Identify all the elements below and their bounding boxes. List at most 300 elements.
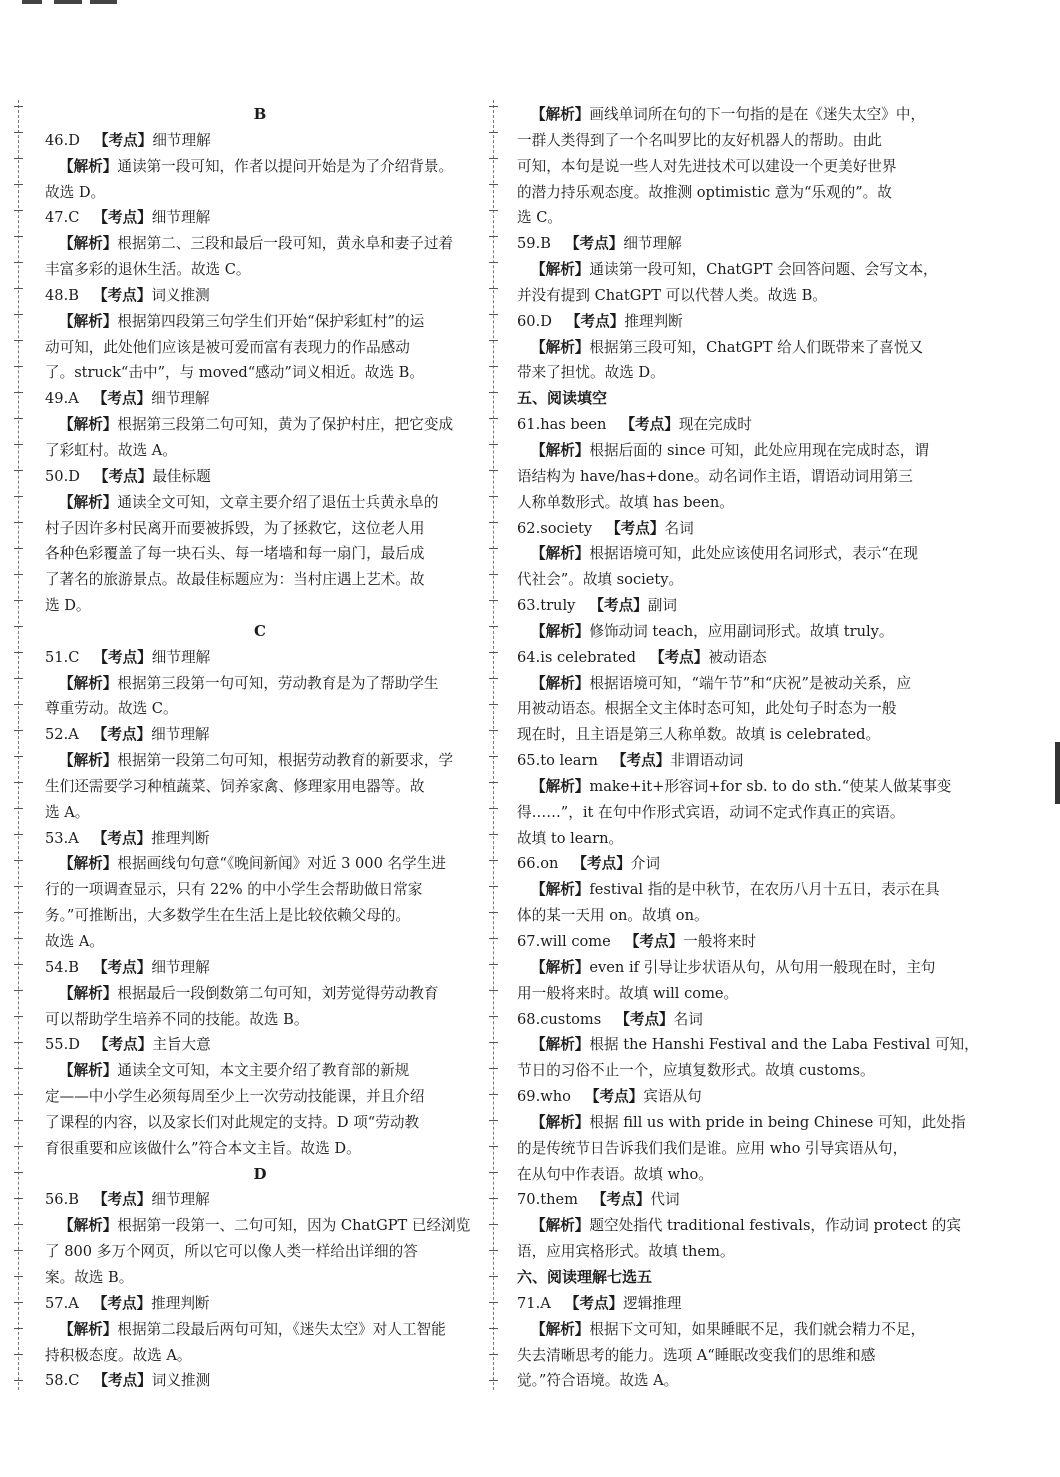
- cut-line-tick: [489, 106, 498, 107]
- explanation-continuation: 体的某一天用 on。故填 on。: [517, 907, 709, 925]
- cut-line-tick: [14, 210, 23, 211]
- explanation-text: 题空处指代 traditional festivals，作动词 protect 的宾: [589, 1217, 961, 1235]
- answer-item: [517, 231, 947, 257]
- jiexi-label: 【解析】: [531, 622, 590, 640]
- explanation-line: [45, 490, 475, 516]
- explanation-continuation: 选 A。: [45, 803, 90, 821]
- kaodian-label: 【考点】: [92, 390, 152, 408]
- part-heading: 五、阅读填空: [517, 389, 608, 408]
- answer-number: 61.has been: [517, 416, 607, 434]
- cut-line-tick: [489, 860, 498, 861]
- cut-line-tick: [489, 1198, 498, 1199]
- answer-item: [45, 386, 475, 412]
- cut-line-tick: [14, 678, 23, 679]
- cut-line-tick: [14, 1146, 23, 1147]
- section-letter: B: [253, 105, 267, 123]
- cut-line-tick: [489, 548, 498, 549]
- kaodian-topic: 细节理解: [152, 131, 211, 149]
- jiexi-label: 【解析】: [531, 1036, 590, 1054]
- explanation-text: 根据第三段第一句可知，劳动教育是为了帮助学生: [117, 674, 439, 692]
- explanation-line: [517, 955, 947, 981]
- jiexi-label: 【解析】: [531, 958, 590, 976]
- cut-line-tick: [14, 418, 23, 419]
- jiexi-label: 【解析】: [531, 1113, 590, 1131]
- explanation-continuation: 育很重要和应该做什么”符合本文主旨。故选 D。: [45, 1139, 361, 1157]
- cut-line-tick: [489, 756, 498, 757]
- cut-line-tick: [489, 392, 498, 393]
- explanation-text: 修饰动词 teach，应用副词形式。故填 truly。: [589, 622, 894, 640]
- answer-item: [45, 1187, 475, 1213]
- section-letter: C: [254, 621, 266, 640]
- explanation-text: make+it+形容词+for sb. to do sth.“使某人做某事变: [589, 777, 952, 795]
- cut-line-tick: [14, 574, 23, 575]
- explanation-line: [517, 541, 947, 567]
- cut-line-tick: [14, 1172, 23, 1173]
- explanation-line: [45, 154, 475, 180]
- cut-line-tick: [489, 1016, 498, 1017]
- explanation-continuation: 的是传统节日告诉我们我们是谁。应用 who 引导宾语从句，: [517, 1139, 908, 1157]
- cut-line-tick: [14, 1224, 23, 1225]
- explanation-line: [517, 335, 947, 361]
- explanation-line: [517, 877, 947, 903]
- answer-column-right: [517, 102, 979, 1394]
- answer-item: [45, 128, 475, 154]
- jiexi-label: 【解析】: [59, 493, 118, 511]
- explanation-line: [45, 748, 475, 774]
- explanation-line: [517, 1110, 966, 1136]
- kaodian-label: 【考点】: [93, 648, 152, 666]
- explanation-line: [517, 619, 947, 645]
- cut-line-tick: [489, 1042, 498, 1043]
- cut-line-tick: [14, 366, 23, 367]
- cut-line-tick: [489, 522, 498, 523]
- kaodian-label: 【考点】: [92, 726, 152, 744]
- answer-item: [45, 464, 475, 490]
- cut-line-tick: [14, 1068, 23, 1069]
- answer-number: 51.C: [45, 648, 80, 666]
- answer-number: 52.A: [45, 726, 79, 744]
- cut-line-tick: [489, 470, 498, 471]
- explanation-continuation: 并没有提到 ChatGPT 可以代替人类。故选 B。: [517, 286, 827, 304]
- kaodian-label: 【考点】: [615, 1010, 674, 1028]
- answer-item: [45, 205, 475, 231]
- cut-line-tick: [14, 1250, 23, 1251]
- explanation-line: [517, 102, 947, 128]
- answer-item: [517, 1291, 947, 1317]
- kaodian-topic: 逻辑推理: [623, 1294, 682, 1312]
- explanation-continuation: 选 D。: [45, 597, 91, 615]
- answer-item: [45, 1032, 475, 1058]
- explanation-line: [45, 1213, 475, 1239]
- jiexi-label: 【解析】: [59, 1062, 118, 1080]
- cut-line-tick: [14, 704, 23, 705]
- answer-number: 66.on: [517, 855, 559, 873]
- explanation-continuation: 了。struck“击中”，与 moved“感动”词义相近。故选 B。: [45, 364, 424, 382]
- kaodian-topic: 名词: [673, 1010, 703, 1028]
- kaodian-topic: 推理判断: [151, 829, 210, 847]
- cut-line-tick: [489, 574, 498, 575]
- explanation-continuation: 故选 D。: [45, 183, 106, 201]
- page-edge-tab: [1055, 742, 1060, 804]
- explanation-continuation: 了 800 多万个网页，所以它可以像人类一样给出详细的答: [45, 1243, 418, 1261]
- kaodian-label: 【考点】: [92, 1294, 152, 1312]
- kaodian-label: 【考点】: [93, 467, 153, 485]
- answer-item: [517, 645, 947, 671]
- answer-item: [45, 955, 475, 981]
- kaodian-topic: 主旨大意: [152, 1036, 211, 1054]
- cut-line-tick: [14, 1328, 23, 1329]
- kaodian-topic: 副词: [647, 597, 677, 615]
- answer-number: 71.A: [517, 1294, 551, 1312]
- cut-line-tick: [14, 1198, 23, 1199]
- explanation-text: 根据下文可知，如果睡眠不足，我们就会精力不足，: [589, 1320, 926, 1338]
- answer-number: 60.D: [517, 312, 552, 330]
- cut-line-tick: [14, 1042, 23, 1043]
- kaodian-label: 【考点】: [564, 235, 624, 253]
- kaodian-topic: 细节理解: [623, 235, 682, 253]
- answer-number: 50.D: [45, 467, 80, 485]
- cut-line-tick: [14, 548, 23, 549]
- cut-line-tick: [489, 1120, 498, 1121]
- cut-line-tick: [14, 964, 23, 965]
- kaodian-topic: 代词: [650, 1191, 680, 1209]
- answer-number: 54.B: [45, 958, 79, 976]
- jiexi-label: 【解析】: [59, 984, 118, 1002]
- explanation-text: 根据第二段最后两句可知，《迷失太空》对人工智能: [117, 1320, 446, 1338]
- cut-line-tick: [14, 496, 23, 497]
- cut-line-tick: [489, 236, 498, 237]
- answer-number: 49.A: [45, 390, 79, 408]
- cut-line-tick: [14, 860, 23, 861]
- cut-line-tick: [14, 1302, 23, 1303]
- explanation-line: [517, 774, 952, 800]
- kaodian-label: 【考点】: [92, 958, 152, 976]
- explanation-continuation: 语结构为 have/has+done。动名词作主语，谓语动词用第三: [517, 467, 913, 485]
- explanation-text: 根据第二、三段和最后一段可知，黄永阜和妻子过着: [117, 235, 454, 253]
- jiexi-label: 【解析】: [59, 1320, 118, 1338]
- cut-line-tick: [14, 288, 23, 289]
- answer-item: [517, 851, 947, 877]
- kaodian-topic: 细节理解: [151, 958, 210, 976]
- cut-line-tick: [14, 236, 23, 237]
- explanation-continuation: 在从句中作表语。故填 who。: [517, 1165, 713, 1183]
- explanation-line: [45, 1058, 475, 1084]
- explanation-text: 根据画线句句意“《晚间新闻》对近 3 000 名学生进: [117, 855, 446, 873]
- cut-line-tick: [14, 470, 23, 471]
- explanation-continuation: 定——中小学生必须每周至少上一次劳动技能课，并且介绍: [45, 1088, 425, 1106]
- kaodian-label: 【考点】: [649, 648, 709, 666]
- cut-line-tick: [14, 1354, 23, 1355]
- explanation-line: [45, 231, 475, 257]
- cut-line-tick: [14, 340, 23, 341]
- answer-item: [45, 1291, 475, 1317]
- cut-line-tick: [489, 1302, 498, 1303]
- explanation-line: [517, 1032, 979, 1058]
- jiexi-label: 【解析】: [59, 855, 118, 873]
- explanation-continuation: 动可知，此处他们应该是被可爱而富有表现力的作品感动: [45, 338, 410, 356]
- cut-line-tick: [14, 652, 23, 653]
- answer-number: 46.D: [45, 131, 80, 149]
- kaodian-topic: 细节理解: [151, 648, 211, 666]
- cut-line-tick: [489, 262, 498, 263]
- cut-line-tick: [14, 990, 23, 991]
- explanation-continuation: 人称单数形式。故填 has been。: [517, 493, 734, 511]
- jiexi-label: 【解析】: [59, 752, 118, 770]
- explanation-line: [517, 438, 947, 464]
- answer-number: 70.them: [517, 1191, 578, 1209]
- cut-line-tick: [489, 288, 498, 289]
- answer-number: 57.A: [45, 1294, 79, 1312]
- section-letter: D: [253, 1164, 267, 1183]
- explanation-continuation: 带来了担忧。故选 D。: [517, 364, 665, 382]
- cut-line-tick: [14, 1120, 23, 1121]
- jiexi-label: 【解析】: [531, 338, 590, 356]
- cut-line-tick: [489, 1172, 498, 1173]
- explanation-text: 根据第三段可知，ChatGPT 给人们既带来了喜悦又: [589, 338, 924, 356]
- jiexi-label: 【解析】: [531, 674, 590, 692]
- kaodian-topic: 推理判断: [624, 312, 683, 330]
- cut-line-tick: [14, 886, 23, 887]
- explanation-text: 根据语境可知，“端午节”和“庆祝”是被动关系，应: [589, 674, 912, 692]
- answer-number: 68.customs: [517, 1010, 602, 1028]
- kaodian-topic: 名词: [664, 519, 694, 537]
- jiexi-label: 【解析】: [531, 1217, 590, 1235]
- cut-line-tick: [489, 1094, 498, 1095]
- answer-item: [45, 645, 475, 671]
- explanation-continuation: 可以帮助学生培养不同的技能。故选 B。: [45, 1010, 309, 1028]
- cut-line-tick: [14, 262, 23, 263]
- kaodian-topic: 现在完成时: [678, 416, 752, 434]
- explanation-continuation: 可知，本句是说一些人对先进技术可以建设一个更美好世界: [517, 157, 897, 175]
- kaodian-topic: 细节理解: [151, 1191, 210, 1209]
- explanation-text: 通读第一段可知，ChatGPT 会回答问题、会写文本，: [589, 261, 938, 279]
- cut-line-tick: [489, 990, 498, 991]
- explanation-continuation: 选 C。: [517, 209, 562, 227]
- explanation-line: [517, 1317, 947, 1343]
- kaodian-label: 【考点】: [589, 597, 648, 615]
- explanation-continuation: 一群人类得到了一个名叫罗比的友好机器人的帮助。由此: [517, 131, 882, 149]
- explanation-continuation: 得……”，it 在句中作形式宾语，动词不定式作真正的宾语。: [517, 803, 905, 821]
- kaodian-topic: 非谓语动词: [670, 752, 744, 770]
- kaodian-topic: 一般将来时: [683, 933, 757, 950]
- kaodian-topic: 介词: [630, 855, 660, 873]
- center-cut-line: [489, 100, 499, 1390]
- explanation-continuation: 了课程的内容，以及家长们对此规定的支持。D 项“劳动教: [45, 1113, 420, 1131]
- answer-item: [517, 309, 947, 335]
- explanation-text: 根据第三段第二句可知，黄为了保护村庄，把它变成: [117, 416, 454, 434]
- cut-line-tick: [489, 366, 498, 367]
- cut-line-tick: [489, 1328, 498, 1329]
- cut-line-tick: [14, 730, 23, 731]
- cut-line-tick: [489, 626, 498, 627]
- kaodian-topic: 词义推测: [151, 1372, 211, 1390]
- cut-line-tick: [14, 912, 23, 913]
- part-heading: 六、阅读理解七选五: [517, 1267, 653, 1286]
- explanation-line: [45, 981, 475, 1007]
- explanation-text: 根据 the Hanshi Festival and the Laba Festival 可知，: [589, 1036, 979, 1054]
- kaodian-label: 【考点】: [564, 1294, 624, 1312]
- cut-line-tick: [14, 1380, 23, 1381]
- cut-line-tick: [489, 808, 498, 809]
- cut-line-tick: [14, 1094, 23, 1095]
- cut-line-tick: [489, 782, 498, 783]
- cut-line-tick: [14, 938, 23, 939]
- answer-item: [45, 826, 475, 852]
- explanation-line: [45, 851, 475, 877]
- kaodian-label: 【考点】: [565, 312, 625, 330]
- cut-line-tick: [489, 652, 498, 653]
- cut-line-tick: [489, 496, 498, 497]
- cut-line-tick: [489, 1250, 498, 1251]
- cut-line-tick: [489, 340, 498, 341]
- cut-line-tick: [489, 1354, 498, 1355]
- explanation-line: [45, 671, 475, 697]
- kaodian-label: 【考点】: [92, 1191, 152, 1209]
- explanation-line: [517, 1213, 961, 1239]
- cut-line-tick: [14, 314, 23, 315]
- explanation-continuation: 用被动语态。根据全文主体时态可知，此处句子时态为一般: [517, 700, 897, 718]
- explanation-continuation: 生们还需要学习种植蔬菜、饲养家禽、修理家用电器等。故: [45, 777, 425, 795]
- kaodian-label: 【考点】: [606, 519, 665, 537]
- cut-line-tick: [14, 782, 23, 783]
- cut-line-tick: [14, 834, 23, 835]
- kaodian-topic: 推理判断: [151, 1294, 210, 1312]
- cut-line-tick: [14, 600, 23, 601]
- explanation-continuation: 案。故选 B。: [45, 1268, 134, 1286]
- answer-column-left: [45, 102, 475, 1394]
- explanation-text: even if 引导让步状语从句，从句用一般现在时，主句: [589, 958, 936, 976]
- cut-line-tick: [14, 444, 23, 445]
- cut-line-tick: [14, 626, 23, 627]
- jiexi-label: 【解析】: [59, 674, 118, 692]
- jiexi-label: 【解析】: [59, 312, 118, 330]
- kaodian-label: 【考点】: [92, 286, 152, 304]
- explanation-continuation: 行的一项调查显示，只有 22% 的中小学生会帮助做日常家: [45, 881, 423, 899]
- explanation-continuation: 用一般将来时。故填 will come。: [517, 984, 739, 1002]
- kaodian-label: 【考点】: [611, 752, 671, 770]
- cut-line-tick: [14, 392, 23, 393]
- kaodian-label: 【考点】: [93, 1372, 152, 1390]
- answer-item: [517, 593, 947, 619]
- cut-line-tick: [489, 1276, 498, 1277]
- cut-line-tick: [489, 184, 498, 185]
- answer-item: [517, 1187, 947, 1213]
- cut-line-tick: [489, 938, 498, 939]
- cut-line-tick: [489, 418, 498, 419]
- answer-item: [517, 412, 947, 438]
- cut-line-tick: [489, 314, 498, 315]
- explanation-continuation: 觉。”符合语境。故选 A。: [517, 1372, 679, 1390]
- cut-line-tick: [489, 1380, 498, 1381]
- cut-line-tick: [489, 1224, 498, 1225]
- cut-line-tick: [489, 444, 498, 445]
- cut-line-tick: [489, 600, 498, 601]
- explanation-text: 根据第一段第二句可知，根据劳动教育的新要求，学: [117, 752, 454, 770]
- kaodian-label: 【考点】: [93, 1036, 153, 1054]
- answer-item: [45, 1368, 475, 1394]
- kaodian-label: 【考点】: [93, 209, 152, 227]
- cut-line-tick: [489, 132, 498, 133]
- jiexi-label: 【解析】: [59, 416, 118, 434]
- answer-item: [45, 722, 475, 748]
- cut-line-tick: [489, 158, 498, 159]
- jiexi-label: 【解析】: [59, 235, 118, 253]
- explanation-continuation: 故填 to learn。: [517, 829, 624, 847]
- explanation-continuation: 丰富多彩的退休生活。故选 C。: [45, 261, 251, 279]
- cut-line-tick: [489, 964, 498, 965]
- explanation-text: 通读全文可知，文章主要介绍了退伍士兵黄永阜的: [117, 493, 439, 511]
- kaodian-topic: 宾语从句: [643, 1088, 702, 1106]
- jiexi-label: 【解析】: [531, 545, 590, 563]
- corner-registration-mark: [22, 0, 117, 4]
- explanation-text: 根据 fill us with pride in being Chinese 可知，此处指: [589, 1113, 966, 1131]
- explanation-continuation: 代社会”。故填 society。: [517, 571, 684, 589]
- explanation-text: festival 指的是中秋节，在农历八月十五日，表示在具: [589, 881, 940, 899]
- explanation-text: 通读全文可知，本文主要介绍了教育部的新规: [117, 1062, 410, 1080]
- answer-number: 58.C: [45, 1372, 80, 1390]
- explanation-continuation: 了著名的旅游景点。故最佳标题应为：当村庄遇上艺术。故: [45, 571, 425, 589]
- answer-item: [45, 283, 475, 309]
- answer-number: 47.C: [45, 209, 80, 227]
- explanation-text: 根据第四段第三句学生们开始“保护彩虹村”的运: [117, 312, 425, 330]
- answer-number: 67.will come: [517, 933, 611, 950]
- cut-line-tick: [14, 158, 23, 159]
- cut-line-tick: [14, 132, 23, 133]
- kaodian-topic: 词义推测: [151, 286, 210, 304]
- cut-line-tick: [14, 184, 23, 185]
- explanation-line: [45, 1317, 475, 1343]
- jiexi-label: 【解析】: [531, 106, 590, 123]
- explanation-text: 根据语境可知，此处应该使用名词形式，表示“在现: [589, 545, 918, 563]
- cut-line-tick: [489, 886, 498, 887]
- answer-number: 64.is celebrated: [517, 648, 636, 666]
- answer-item: [517, 1007, 947, 1033]
- explanation-line: [45, 412, 475, 438]
- cut-line-tick: [489, 210, 498, 211]
- jiexi-label: 【解析】: [59, 157, 118, 175]
- answer-item: [517, 748, 947, 774]
- jiexi-label: 【解析】: [531, 777, 590, 795]
- cut-line-tick: [14, 1276, 23, 1277]
- cut-line-tick: [489, 1146, 498, 1147]
- answer-item: [517, 516, 947, 542]
- explanation-continuation: 务。”可推断出，大多数学生在生活上是比较依赖父母的。: [45, 907, 411, 925]
- answer-number: 53.A: [45, 829, 79, 847]
- answer-number: 69.who: [517, 1088, 571, 1106]
- explanation-text: 根据后面的 since 可知，此处应用现在完成时态，谓: [589, 441, 929, 459]
- kaodian-topic: 最佳标题: [152, 467, 211, 485]
- answer-item: [517, 929, 947, 955]
- jiexi-label: 【解析】: [531, 261, 590, 279]
- cut-line-tick: [14, 756, 23, 757]
- explanation-text: 画线单词所在句的下一句指的是在《迷失太空》中，: [589, 106, 926, 123]
- answer-number: 48.B: [45, 286, 79, 304]
- explanation-continuation: 各种色彩覆盖了每一块石头、每一堵墙和每一扇门，最后成: [45, 545, 425, 563]
- answer-number: 65.to learn: [517, 752, 598, 770]
- explanation-text: 根据最后一段倒数第二句可知，刘芳觉得劳动教育: [117, 984, 439, 1002]
- answer-item: [517, 1084, 947, 1110]
- explanation-continuation: 的潜力持乐观态度。故推测 optimistic 意为“乐观的”。故: [517, 183, 892, 201]
- explanation-continuation: 失去清晰思考的能力。选项 A“睡眠改变我们的思维和感: [517, 1346, 876, 1364]
- answer-number: 55.D: [45, 1036, 80, 1054]
- cut-line-tick: [14, 1016, 23, 1017]
- jiexi-label: 【解析】: [531, 1320, 590, 1338]
- cut-line-tick: [489, 1068, 498, 1069]
- answer-number: 63.truly: [517, 597, 576, 615]
- explanation-continuation: 节日的习俗不止一个，应填复数形式。故填 customs。: [517, 1062, 875, 1080]
- explanation-line: [45, 309, 475, 335]
- answer-number: 59.B: [517, 235, 551, 253]
